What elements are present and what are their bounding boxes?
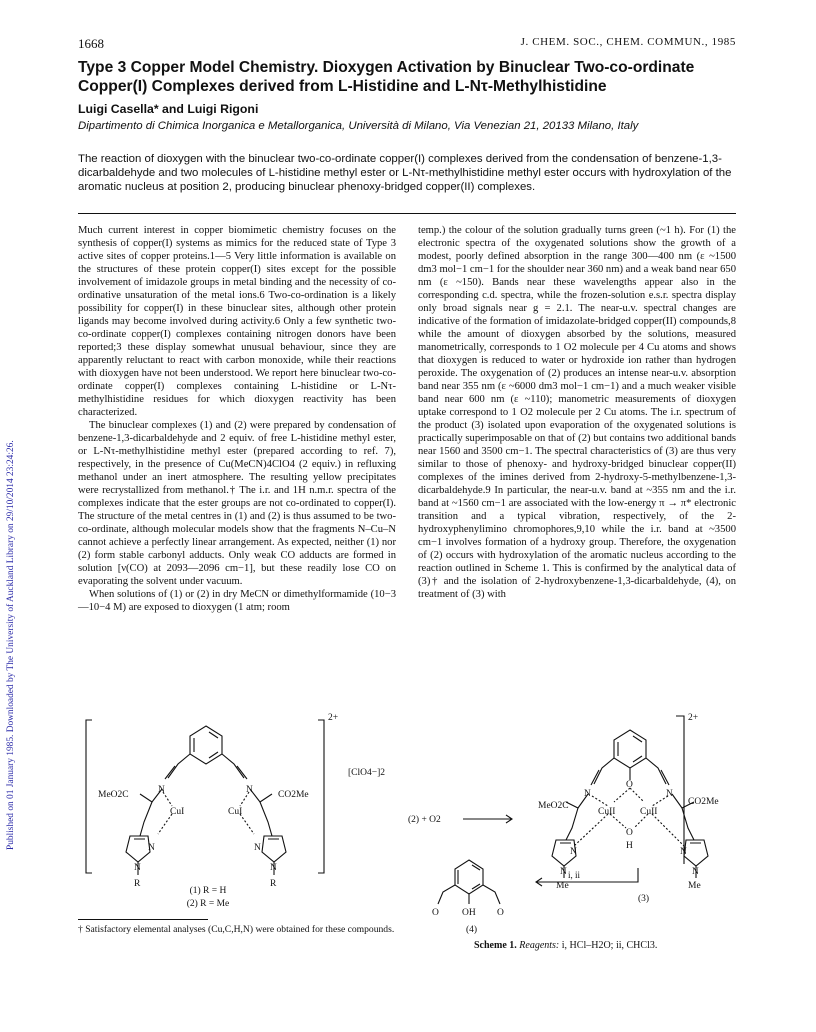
caption-text: i, HCl–H2O; ii, CHCl3. — [559, 940, 658, 951]
ring-n-left: N — [134, 863, 141, 873]
body-paragraph: When solutions of (1) or (2) in dry MeCN or dimethylformamide (10−3—10−4 M) are exposed to dioxygen (1 atm; room — [78, 589, 396, 614]
caption-reagents-word: Reagents: — [519, 940, 560, 951]
body-column-left — [78, 224, 396, 614]
copper-right: CuI — [228, 807, 243, 817]
body-column-right — [418, 224, 736, 601]
download-watermark — [4, 150, 18, 850]
imine-n-left: N — [158, 785, 165, 795]
return-arrow — [536, 868, 638, 882]
ester-label-right: CO2Me — [278, 790, 309, 800]
charge-label-3: 2+ — [688, 713, 699, 723]
reagents-arrow-label: i, ii — [568, 870, 581, 880]
download-watermark-text: Published on 01 January 1985. Downloaded by The University of Auckland Library on 29/10/2014 23:24:26. — [6, 440, 16, 850]
label-compound-3: (3) — [638, 894, 650, 904]
ring-n-right-3: N — [692, 867, 699, 877]
imine-n-right: N — [246, 785, 253, 795]
substituent-r-left: R — [134, 879, 141, 889]
ring-n-left-3: N — [560, 867, 567, 877]
methyl-right-3: Me — [688, 881, 701, 891]
article-title: Type 3 Copper Model Chemistry. Dioxygen Activation by Binuclear Two-co-ordinate Copper(I) Complexes derived from L-Histidine and L-Nτ-Methylhistidine — [78, 59, 695, 95]
article-abstract: The reaction of dioxygen with the binuclear two-co-ordinate copper(I) complexes derived from the condensation of benzene-1,3-dicarbaldehyde and two molecules of L-histidine methyl ester or L-Nτ-methylhistidine methyl ester occurs with hydroxylation of the aromatic nucleus at position 2, producing binuclear phenoxy-bridged copper(II) complexes. — [78, 153, 732, 193]
body-paragraph: Much current interest in copper biomimetic chemistry focuses on the synthesis of copper(I) systems as mimics for the reduced state of Type 3 active sites of copper proteins.1—5 Very little information is available on the structures of these protein copper(I) sites except for the possible involvement of imidazole groups in metal binding and the necessity of co-ordinative unsaturation of the metal ions.6 Two-co-ordination is a likely possibility for copper(I) in these binuclear sites, although other protein ligands may become involved during activity.6 Only a few synthetic two-co-ordinate copper(I) complexes containing nitrogen donors have been reported;3 these display somewhat unusual behaviour, since they are apparently reluctant to react with carbon monoxide, while their reactions with dioxygen have not been understood. We report here binuclear two-co-ordinate copper(I) complexes containing L-histidine or L-Nτ-methylhistidine residues for which dioxygen reactivity has been characterized. — [78, 225, 396, 419]
journal-header: J. CHEM. SOC., CHEM. COMMUN., 1985 — [520, 36, 736, 48]
ester-label-left-3: MeO2C — [538, 801, 569, 811]
imine-n-right-3: N — [666, 789, 673, 799]
body-paragraph: temp.) the colour of the solution gradually turns green (~1 h). For (1) the electronic spectra of the oxygenated solutions show the growth of a modest, poorly defined absorption in the range 300—400 nm (ε ~1500 dm3 mol−1 cm−1 for the shoulder near 360 nm) and a weak band near 650 nm (ε ~150). Bands near these wavelengths appear also in the corresponding c.d. spectra, while the frozen-solution e.s.r. spectra display only broad signals near g = 2.1. The near-u.v. spectral changes are indicative of the formation of imidazolate-bridged copper(II) compounds,8 while the amount of dioxygen absorbed by the solutions, measured manometrically, corresponds to 1 O2 molecule per 4 Cu atoms and shows that dioxygen is reduced to water or hydroxide ion rather than hydrogen peroxide. The oxygenation of (2) produces an intense near-u.v. absorption band near 355 nm (ε ~6000 dm3 mol−1 cm−1) and a much weaker visible band near 600 nm (ε ~110); manometric measurements of dioxygen uptake correspond to 1 O2 molecule per 2 Cu atoms. The i.r. spectrum of the product (3) isolated upon evaporation of the oxygenated solutions is practically superimposable on that of (2) but contains two additional bands near 1560 and 3500 cm−1. The spectral characteristics of (3) are thus very similar to those of phenoxy- and hydroxy-bridged binuclear copper(II) complexes of the imines derived from 2-hydroxy-5-methylbenzene-1,3-dicarbaldehyde.9 In particular, the near-u.v. band at ~355 nm and the i.r. band at ~1560 cm−1 are associated with the low-energy π → π* electronic transition and a typical vibration, respectively, of the 2-hydroxyphenylimino chromophores,9,10 while the i.r. band at ~3500 cm−1 involves formation of a hydroxy group. Therefore, the oxygenation of (2) occurs with hydroxylation of the aromatic nucleus according to the reaction outlined in Scheme 1. This is confirmed by the analytical data of (3)† and the isolation of 2-hydroxybenzene-1,3-dicarbaldehyde, (4), on treatment of (3) with — [418, 225, 736, 601]
copper-left: CuI — [170, 807, 185, 817]
reactants-label: (2) + O2 — [408, 815, 441, 825]
imid-n-right-3: N — [680, 847, 687, 857]
aldehyde-o-left: O — [432, 908, 439, 918]
hydroxo-h: H — [626, 841, 633, 851]
footnote: † Satisfactory elemental analyses (Cu,C,H,N) were obtained for these compounds. — [78, 924, 395, 935]
scheme-1-figure — [78, 710, 738, 935]
ester-label-left: MeO2C — [98, 790, 129, 800]
article-authors: Luigi Casella* and Luigi Rigoni — [78, 102, 259, 116]
abstract-rule — [78, 213, 736, 214]
imid-n-left-3: N — [570, 847, 577, 857]
counterion-label: [ClO4−]2 — [348, 768, 386, 778]
caption-label: Scheme 1. — [474, 940, 517, 951]
methyl-left-3: Me — [556, 881, 569, 891]
imid-n-right: N — [254, 843, 261, 853]
charge-label-1: 2+ — [328, 713, 339, 723]
label-compound-2: (2) R = Me — [186, 899, 230, 909]
ester-label-right-3: CO2Me — [688, 797, 719, 807]
substituent-r-right: R — [270, 879, 277, 889]
ring-n-right: N — [270, 863, 277, 873]
label-compound-1: (1) R = H — [189, 886, 227, 896]
imid-n-left: N — [148, 843, 155, 853]
aldehyde-o-right: O — [497, 908, 504, 918]
imine-n-left-3: N — [584, 789, 591, 799]
phenoxo-o: O — [626, 780, 633, 790]
copper-ii-right: CuII — [640, 807, 658, 817]
copper-ii-left: CuII — [598, 807, 616, 817]
body-paragraph: The binuclear complexes (1) and (2) were prepared by condensation of benzene-1,3-dicarbaldehyde and 2 equiv. of free L-histidine methyl ester, or L-Nτ-methylhistidine methyl ester (prepared according to ref. 7), respectively, in the presence of Cu(MeCN)4ClO4 (2 equiv.) in refluxing methanol under an inert atmosphere. The resulting yellow precipitates were recrystallized from methanol.† The i.r. and 1H n.m.r. spectra of the complexes indicate that the ester groups are not co-ordinated to copper(I). The structure of the metal centres in (1) and (2) is thus assumed to be two-co-ordinate, although molecular models show that the fragments N–Cu–N cannot achieve a perfectly linear arrangement. As expected, neither (1) nor (2) form stable carbonyl adducts. Only weak CO adducts are formed in solution [ν(CO) at 2093—2096 cm−1], but these readily lose CO on evaporating the solvent under vacuum. — [78, 420, 396, 588]
page-number: 1668 — [78, 36, 104, 51]
footnote-rule — [78, 919, 208, 920]
label-compound-4: (4) — [466, 925, 478, 935]
compound-4-structure — [438, 860, 500, 904]
scheme-caption — [474, 940, 657, 951]
article-affiliation: Dipartimento di Chimica Inorganica e Metallorganica, Università di Milano, Via Venezian 21, 20133 Milano, Italy — [78, 120, 639, 132]
phenol-oh: OH — [462, 908, 476, 918]
hydroxo-o: O — [626, 828, 633, 838]
